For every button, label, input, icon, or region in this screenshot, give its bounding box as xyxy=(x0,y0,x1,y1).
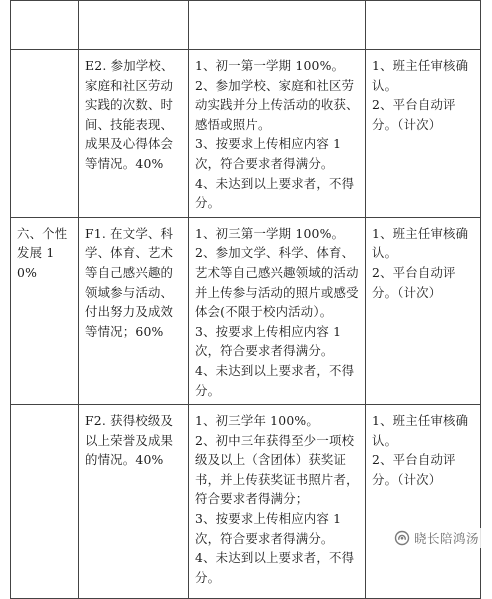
table-row xyxy=(11,217,481,404)
method-item: 2、平台自动评分。（计次） xyxy=(372,264,456,300)
dimension-cell xyxy=(11,1,79,50)
indicator-cell: E2. 参加学校、家庭和社区劳动实践的次数、时间、技能表现、成果及心得体会等情况。40% xyxy=(79,50,189,218)
criteria-item: 2、参加文学、科学、体育、艺术等自己感兴趣领域的活动并上传参与活动的照片或感受体会(不限于校内活动）。 xyxy=(195,245,359,320)
criteria-item: 4、未达到以上要求者，不得分。 xyxy=(195,362,355,398)
method-item: 1、班主任审核确认。 xyxy=(372,58,469,93)
criteria-item: 4、未达到以上要求者，不得分。 xyxy=(195,175,355,211)
document-page xyxy=(10,0,480,585)
evaluation-table xyxy=(10,0,481,599)
criteria-cell xyxy=(189,405,366,599)
criteria-item: 4、未达到以上要求者，不得分。 xyxy=(195,550,355,585)
criteria-item: 3、按要求上传相应内容 1 次，符合要求者得满分。 xyxy=(195,136,342,171)
criteria-item: 3、按要求上传相应内容 1 次，符合要求者得满分。 xyxy=(195,511,342,546)
wechat-official-account-icon xyxy=(394,530,410,546)
criteria-cell xyxy=(189,217,366,404)
criteria-cell xyxy=(189,1,366,50)
indicator-cell: F1. 在文学、科学、体育、艺术等自己感兴趣的领域参与活动、付出努力及成效等情况；60% xyxy=(79,217,189,404)
indicator-cell: F2. 获得校级及以上荣誉及成果的情况。40% xyxy=(79,405,189,599)
account-watermark xyxy=(391,528,482,548)
criteria-item: 1、初一第一学期 100%。 xyxy=(195,58,345,73)
dimension-cell: 六、个性发展 10% xyxy=(11,217,79,404)
method-item: 1、班主任审核确认。 xyxy=(372,225,469,261)
method-cell xyxy=(366,217,481,404)
indicator-cell xyxy=(79,1,189,50)
criteria-item: 2、初中三年获得至少一项校级及以上（含团体）获奖证书，并上传获奖证书照片者，符合要求者得满分； xyxy=(195,432,359,507)
method-cell xyxy=(366,405,481,599)
criteria-item: 1、初三第一学期 100%。 xyxy=(195,225,345,241)
table-row xyxy=(11,1,481,50)
criteria-cell xyxy=(189,50,366,218)
criteria-item: 1、初三学年 100%。 xyxy=(195,413,319,429)
watermark-text: 晓长陪鸿汤 xyxy=(413,531,479,546)
method-cell xyxy=(366,1,481,50)
method-item: 2、平台自动评分。（计次） xyxy=(372,97,456,132)
table-row xyxy=(11,405,481,599)
criteria-item: 3、按要求上传相应内容 1 次，符合要求者得满分。 xyxy=(195,323,342,359)
method-cell xyxy=(366,50,481,218)
dimension-cell xyxy=(11,405,79,599)
dimension-cell xyxy=(11,50,79,218)
criteria-item: 2、参加学校、家庭和社区劳动实践并分上传活动的收获、感悟或照片。 xyxy=(195,77,359,132)
method-item: 2、平台自动评分。（计次） xyxy=(372,452,456,487)
table-row xyxy=(11,50,481,218)
method-item: 1、班主任审核确认。 xyxy=(372,413,469,448)
